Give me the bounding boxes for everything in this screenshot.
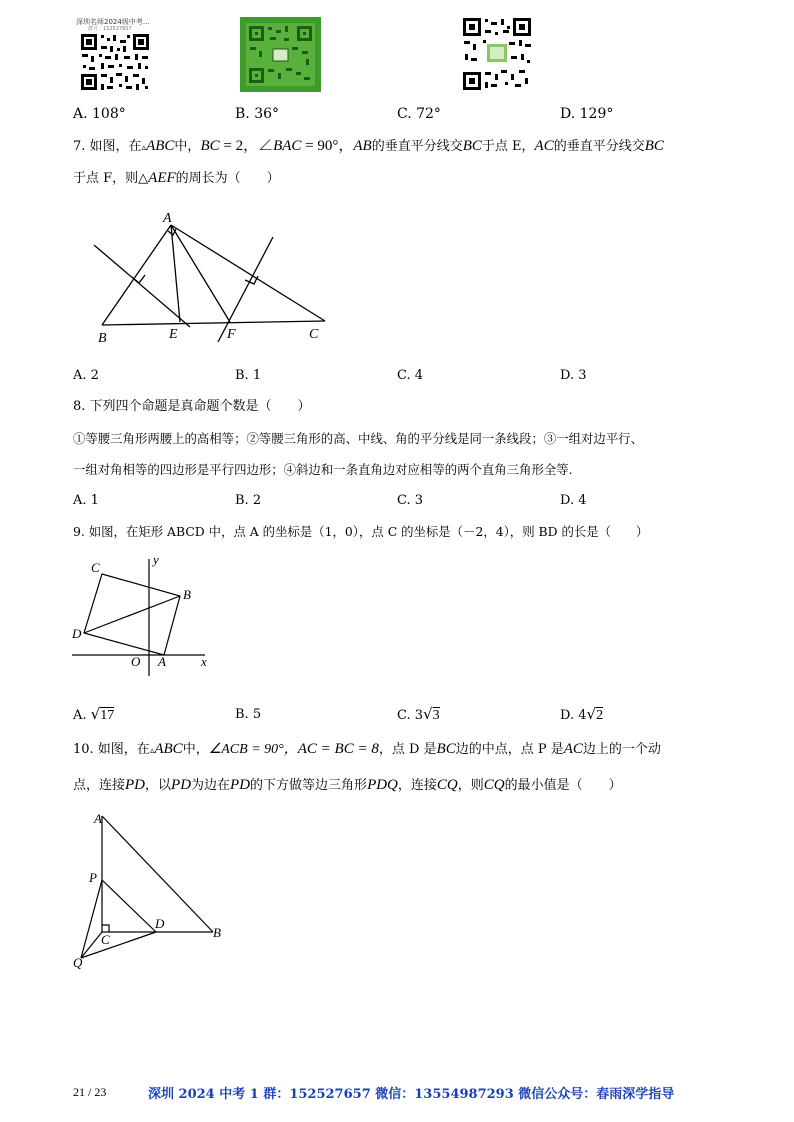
qr-code-icon <box>461 16 533 92</box>
q10-math: ABC <box>154 741 183 757</box>
diagonal-bd <box>84 596 180 633</box>
q7-option-b[interactable]: B. 1 <box>235 368 262 383</box>
q10-math: PD <box>230 777 251 793</box>
qr-code-green <box>240 17 321 96</box>
q7-text: 的垂直平分线交 <box>553 139 645 154</box>
q7-math: ABC <box>146 138 175 154</box>
label-e: E <box>169 327 178 342</box>
q9-option-c[interactable] <box>397 705 440 724</box>
q6-option-b[interactable]: B. 36° <box>235 106 280 122</box>
q10-math: BC <box>436 741 456 757</box>
label-b: B <box>98 331 107 346</box>
label-d: D <box>155 916 165 931</box>
q7-option-c[interactable]: C. 4 <box>397 368 424 383</box>
label-a: A <box>158 654 166 669</box>
q8-option-d[interactable]: D. 4 <box>560 493 587 508</box>
q8-option-b[interactable]: B. 2 <box>235 493 262 508</box>
label-f: F <box>227 327 236 342</box>
q7-text: = 90°， <box>301 138 354 154</box>
option-prefix: C. 3 <box>397 708 424 723</box>
q7-text: 中， <box>174 139 201 154</box>
q10-figure <box>68 808 233 973</box>
q10-text: 点，连接 <box>73 778 126 793</box>
q9-option-b[interactable]: B. 5 <box>235 707 262 722</box>
q10-math: CQ <box>436 777 458 793</box>
q10-math: AC = BC = 8 <box>297 741 379 757</box>
radicand: 3 <box>432 708 440 723</box>
q8-statements-line1: ①等腰三角形两腰上的高相等；②等腰三角形的高、中线、角的平分线是同一条线段；③一组对边平行、 <box>73 431 643 446</box>
q7-math: AEF <box>148 170 176 186</box>
q10-math: PD <box>125 777 146 793</box>
q7-text: 于点 E， <box>481 139 535 154</box>
q9-figure <box>70 552 215 677</box>
q7-stem-line1 <box>73 138 664 157</box>
sqrt-icon: √ <box>586 705 597 723</box>
q10-text: ，连接 <box>397 778 437 793</box>
qr-code-group-right <box>461 16 533 96</box>
q10-text: 为边在 <box>191 778 231 793</box>
label-p: P <box>89 870 97 885</box>
q7-math: BC <box>462 138 482 154</box>
q7-text: 的垂直平分线交 <box>371 139 463 154</box>
q10-text: 10. 如图，在 <box>73 742 150 757</box>
label-a: A <box>163 211 172 226</box>
segment-ac <box>171 225 325 321</box>
q10-text: 边的中点，点 P 是 <box>455 742 564 757</box>
q7-stem-line2 <box>73 170 280 187</box>
triangle-icon: ▵ <box>141 143 147 153</box>
q8-option-c[interactable]: C. 3 <box>397 493 424 508</box>
segment-ae <box>171 225 180 322</box>
right-angle-mark-ab <box>132 275 145 283</box>
q7-math: AB <box>353 138 372 154</box>
label-x: x <box>201 654 207 669</box>
sqrt-icon: √ <box>423 705 433 723</box>
label-b: B <box>213 925 221 940</box>
segment-ab <box>102 816 213 932</box>
qr-code-icon <box>79 32 151 92</box>
q9-stem: 9. 如图，在矩形 ABCD 中，点 A 的坐标是（1，0），点 C 的坐标是（－2，4），则 BD 的长是（ ） <box>73 524 649 539</box>
q9-option-d[interactable] <box>560 705 603 724</box>
q8-option-a[interactable]: A. 1 <box>73 493 99 508</box>
segment-ab <box>102 225 171 325</box>
q8-stem: 8. 下列四个命题是真命题个数是（ ） <box>73 399 311 414</box>
q7-option-d[interactable]: D. 3 <box>560 368 587 383</box>
q10-stem-line1 <box>73 741 661 760</box>
q6-option-c[interactable]: C. 72° <box>397 106 441 122</box>
label-c: C <box>309 327 319 342</box>
segment-bc <box>102 321 325 325</box>
right-angle-mark-c <box>102 925 109 932</box>
q7-text: 的周长为（ ） <box>175 171 280 186</box>
q7-math: BC <box>644 138 664 154</box>
sqrt-icon: √ <box>90 705 101 723</box>
label-c: C <box>91 560 100 575</box>
qr-subcaption: 群号：152527657 <box>88 26 132 32</box>
q7-figure <box>80 205 340 350</box>
q10-math: AC <box>563 741 583 757</box>
q7-text: 7. 如图，在 <box>73 139 142 154</box>
q8-statements-line2: 一组对角相等的四边形是平行四边形；④斜边和一条直角边对应相等的两个直角三角形全等. <box>73 462 573 477</box>
radicand: 17 <box>100 708 115 723</box>
segment-pq <box>81 880 102 958</box>
radicand: 2 <box>596 708 604 723</box>
qr-code-icon <box>240 17 321 92</box>
option-prefix: D. 4 <box>560 708 587 723</box>
q10-text: ，则 <box>457 778 484 793</box>
q7-text: 于点 F，则△ <box>73 171 149 186</box>
triangle-icon: ▵ <box>149 746 155 756</box>
q7-math: BAC <box>273 138 302 154</box>
label-y: y <box>153 552 159 567</box>
q10-math: CQ <box>483 777 505 793</box>
segment-pd <box>102 880 156 932</box>
q7-math: AC <box>534 138 554 154</box>
q10-text: ，点 D 是 <box>378 742 437 757</box>
q10-math: ∠ACB = 90°， <box>208 742 298 757</box>
label-o: O <box>131 654 141 669</box>
q10-text: 边上的一个动 <box>582 742 661 757</box>
qr-code-group-left <box>76 18 154 94</box>
q10-math: PDQ <box>367 777 398 793</box>
page-number: 21 / 23 <box>73 1085 107 1099</box>
q7-option-a[interactable]: A. 2 <box>73 368 99 383</box>
q9-option-a[interactable] <box>73 705 114 724</box>
q10-text: 的下方做等边三角形 <box>250 778 368 793</box>
footer-contact: 深圳 2024 中考 1 群：152527657 微信：13554987293 微信公众号：春雨深学指导 <box>148 1087 675 1102</box>
label-a: A <box>94 811 102 826</box>
label-c: C <box>101 932 110 947</box>
q7-math: BC <box>200 138 220 154</box>
q10-text: ，以 <box>145 778 172 793</box>
q10-text: 的最小值是（ ） <box>504 778 622 793</box>
option-prefix: A. <box>73 708 91 723</box>
qr-caption: 深圳名师2024级中考... <box>76 18 150 26</box>
q7-text: = 2，∠ <box>219 138 274 154</box>
q10-math: PD <box>171 777 192 793</box>
segment-af <box>171 225 230 322</box>
label-d: D <box>72 626 82 641</box>
label-q: Q <box>73 955 83 970</box>
label-b: B <box>183 587 191 602</box>
q10-text: 中， <box>182 742 209 757</box>
q6-option-a[interactable]: A. 108° <box>73 106 126 122</box>
q6-option-d[interactable]: D. 129° <box>560 106 614 122</box>
q10-stem-line2 <box>73 777 622 794</box>
